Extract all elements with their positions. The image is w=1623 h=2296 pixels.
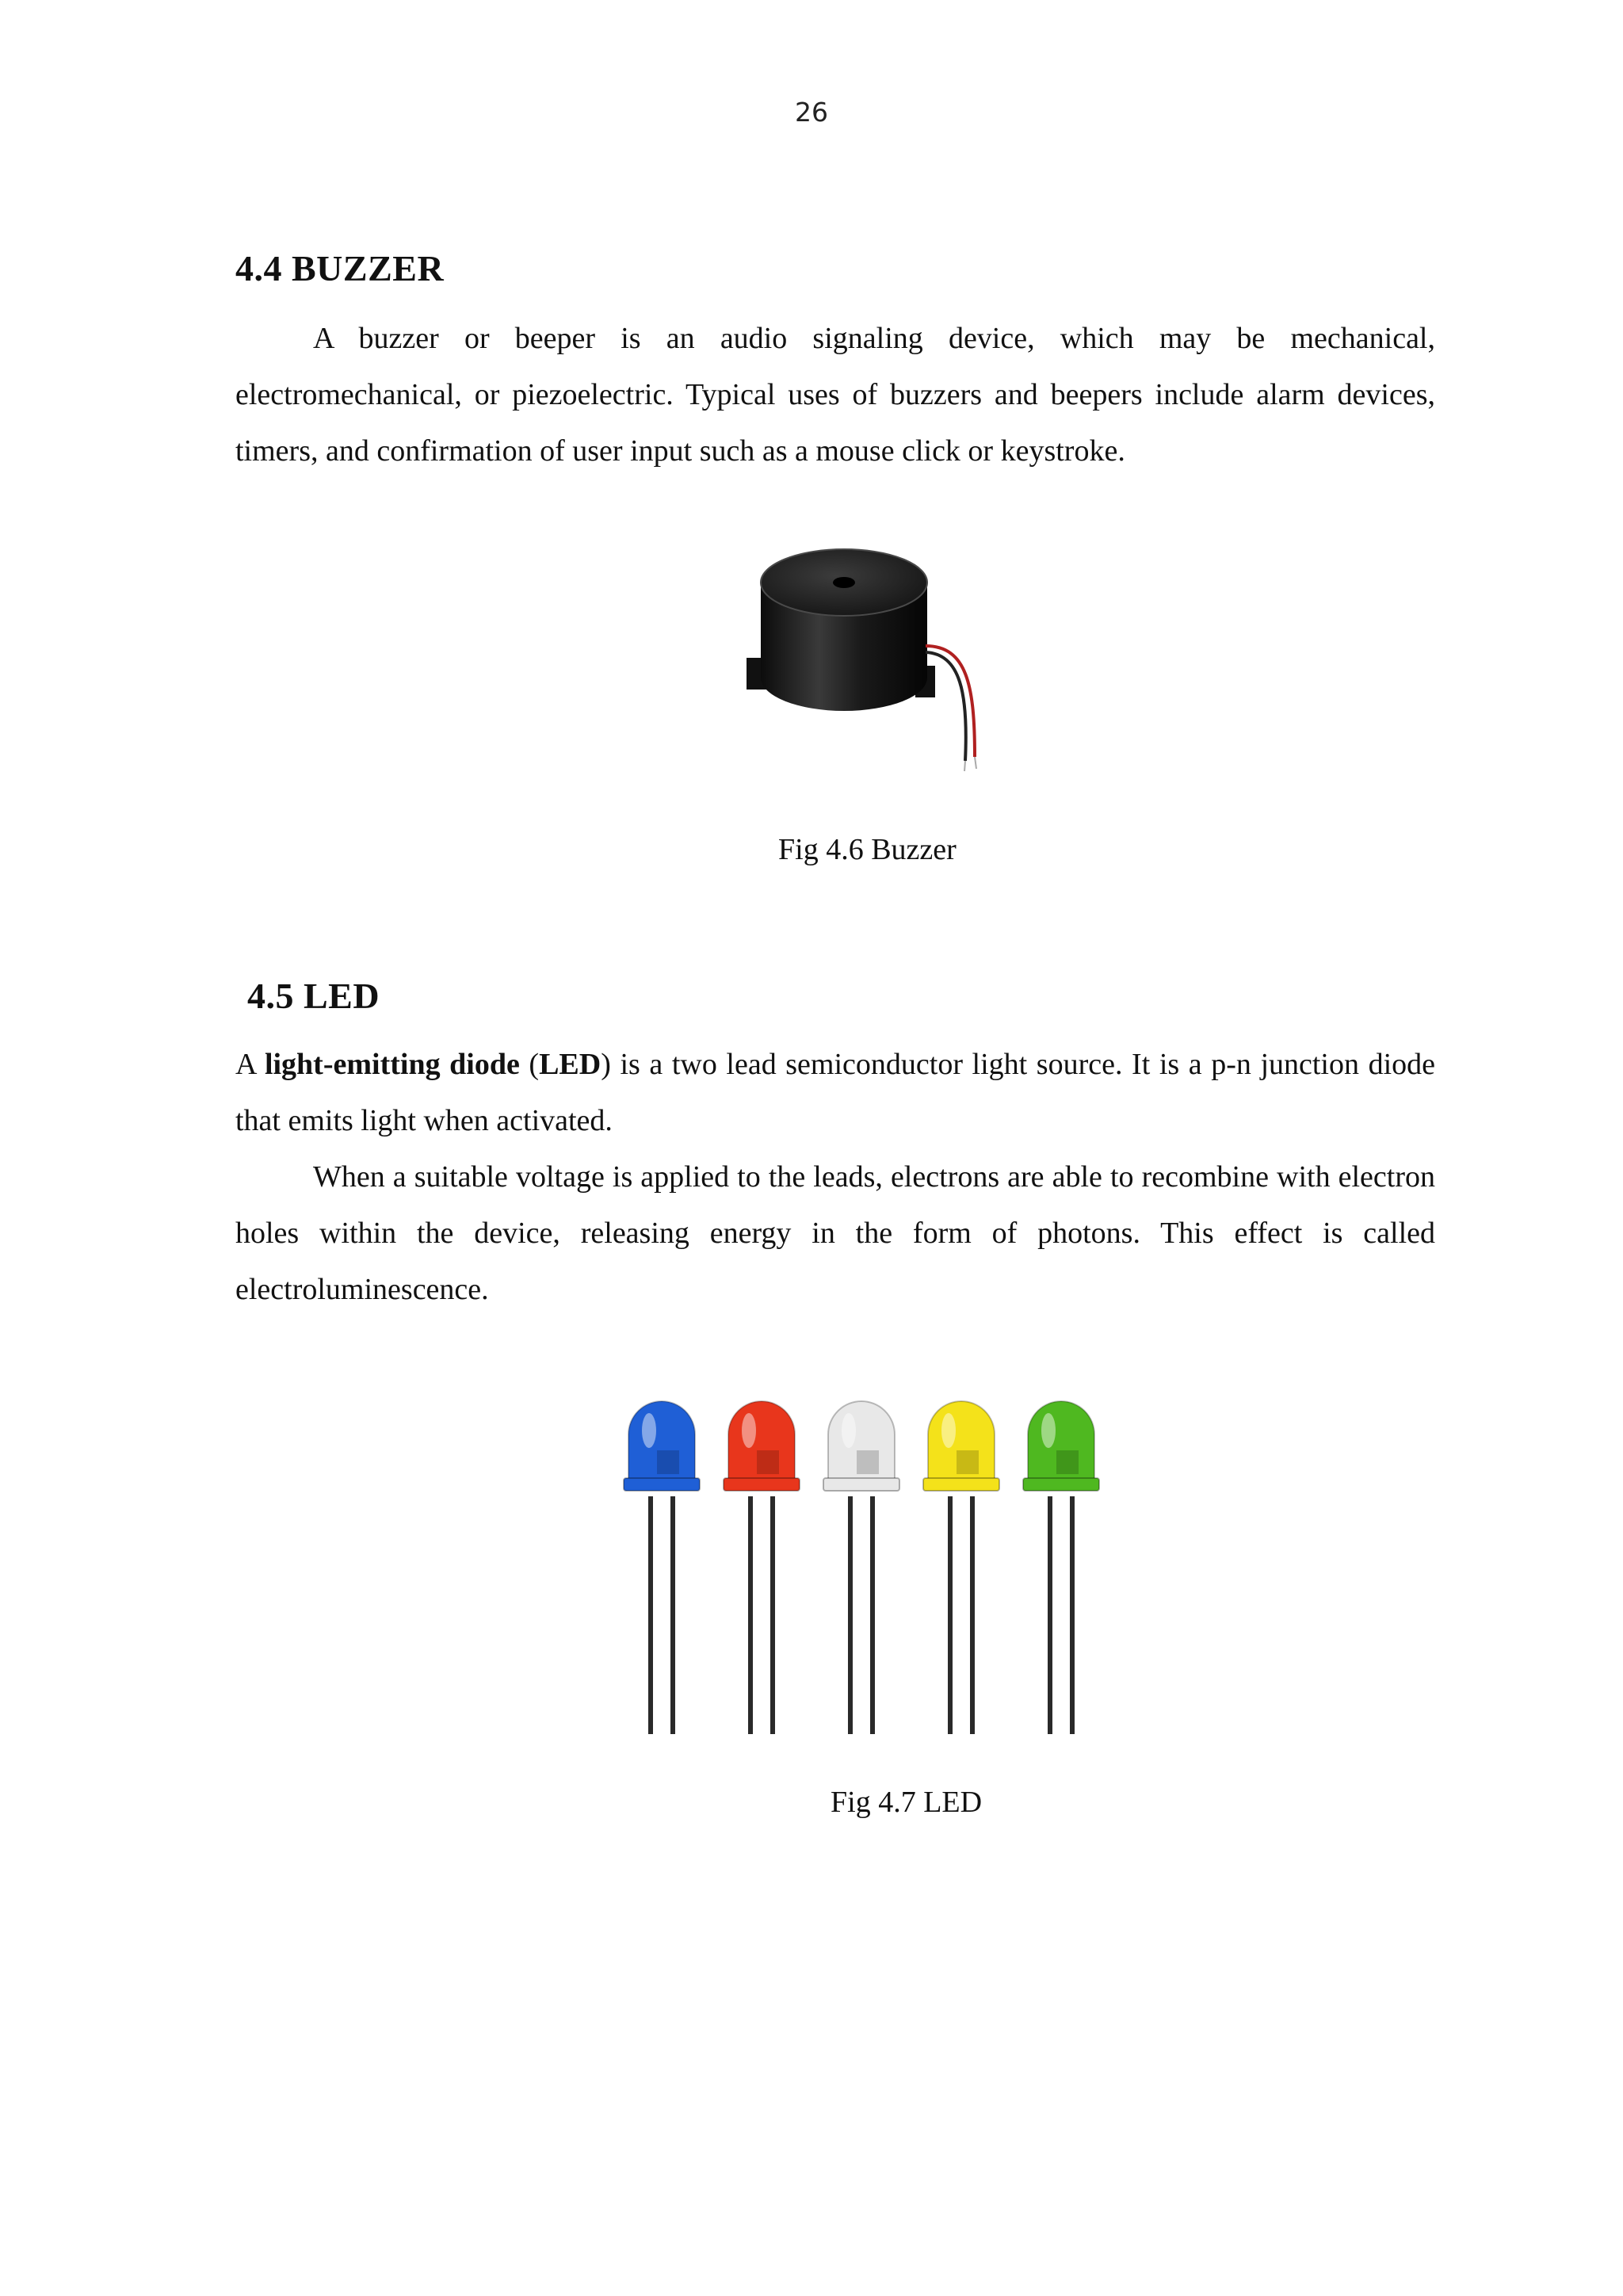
section-heading-buzzer: 4.4 BUZZER <box>235 248 445 288</box>
buzzer-figure-caption: Fig 4.6 Buzzer <box>778 833 957 866</box>
buzzer-figure <box>737 527 1022 773</box>
led-1 <box>624 1401 700 1734</box>
buzzer-image <box>737 527 1022 773</box>
led-para-lead: A <box>235 1048 265 1081</box>
led-paragraph-electroluminescence: When a suitable voltage is applied to the leads, electrons are able to recombine with electron holes within the device, releasing energy in the form of photons. This effect is called electroluminescence. <box>235 1160 1435 1306</box>
led-paragraph-definition <box>235 1037 1435 1149</box>
led-2 <box>724 1401 800 1734</box>
led-figure <box>586 1395 1125 1744</box>
led-image <box>586 1395 1125 1744</box>
led-3 <box>823 1401 899 1734</box>
led-para-mid: ( <box>519 1048 540 1081</box>
section-heading-led: 4.5 LED <box>247 976 380 1016</box>
page-number: 26 <box>795 97 828 128</box>
buzzer-paragraph: A buzzer or beeper is an audio signaling device, which may be mechanical, electromechanical, or piezoelectric. Typical uses of buzzers and beepers include alarm devices, timers, and confirmation of user input such as a mouse click or keystroke. <box>235 322 1435 468</box>
led-abbrev-bold: LED <box>539 1048 601 1081</box>
led-5 <box>1023 1401 1099 1734</box>
led-term-bold: light-emitting diode <box>264 1048 520 1081</box>
led-figure-caption: Fig 4.7 LED <box>831 1786 983 1819</box>
led-4 <box>923 1401 999 1734</box>
led-para-rest: ) is a two lead semiconductor light source. It is a p-n junction diode that emits light when activated. <box>235 1048 1435 1137</box>
